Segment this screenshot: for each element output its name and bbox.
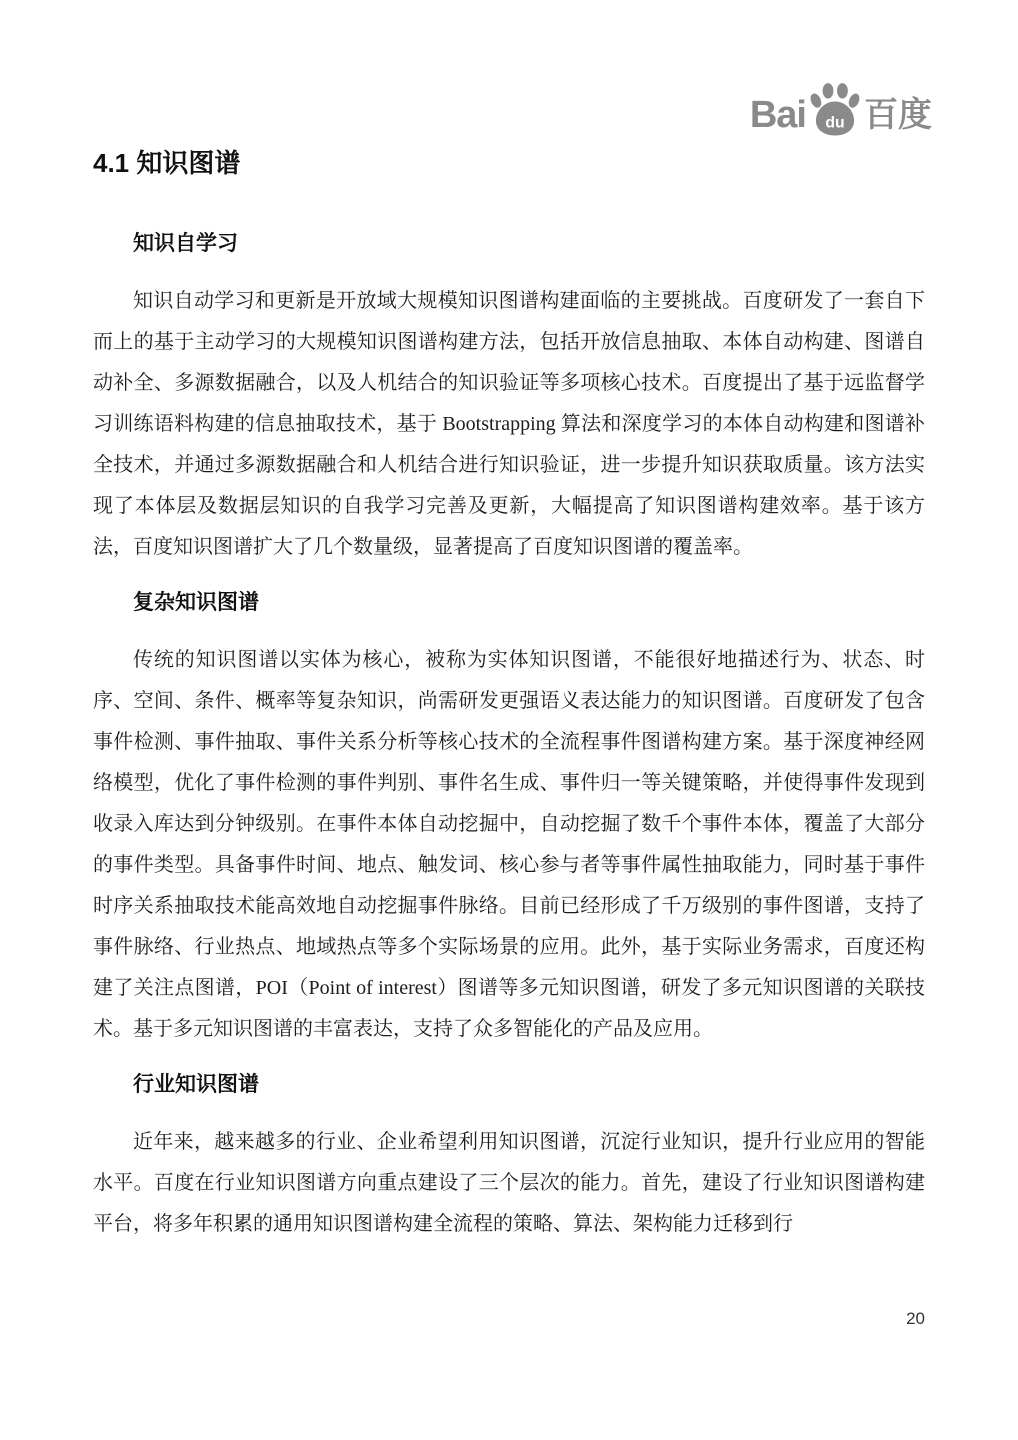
page-number: 20: [906, 1309, 925, 1328]
page-title: 4.1 知识图谱: [93, 148, 241, 178]
baidu-paw-icon: [807, 82, 863, 136]
baidu-logo-text-bai: Bai: [749, 94, 806, 136]
paragraph-industry-knowledge-graph: 近年来，越来越多的行业、企业希望利用知识图谱，沉淀行业知识，提升行业应用的智能水平。百度在行业知识图谱方向重点建设了三个层次的能力。首先，建设了行业知识图谱构建平台，将多年积累的通用知识图谱构建全流程的策略、算法、架构能力迁移到行: [93, 1131, 925, 1235]
section-complex-knowledge-graph: [93, 589, 925, 1050]
section-knowledge-self-learning: [93, 230, 925, 568]
paragraph-complex-knowledge-graph: 传统的知识图谱以实体为核心，被称为实体知识图谱，不能很好地描述行为、状态、时序、空间、条件、概率等复杂知识，尚需研发更强语义表达能力的知识图谱。百度研发了包含事件检测、事件抽取、事件关系分析等核心技术的全流程事件图谱构建方案。基于深度神经网络模型，优化了事件检测的事件判别、事件名生成、事件归一等关键策略，并使得事件发现到收录入库达到分钟级别。在事件本体自动挖掘中，自动挖掘了数千个事件本体，覆盖了大部分的事件类型。具备事件时间、地点、触发词、核心参与者等事件属性抽取能力，同时基于事件时序关系抽取技术能高效地自动挖掘事件脉络。目前已经形成了千万级别的事件图谱，支持了事件脉络、行业热点、地域热点等多个实际场景的应用。此外，基于实际业务需求，百度还构建了关注点图谱，POI（Point of interest）图谱等多元知识图谱，研发了多元知识图谱的关联技术。基于多元知识图谱的丰富表达，支持了众多智能化的产品及应用。: [93, 649, 925, 1040]
paragraph-knowledge-self-learning: 知识自动学习和更新是开放域大规模知识图谱构建面临的主要挑战。百度研发了一套自下而上的基于主动学习的大规模知识图谱构建方法，包括开放信息抽取、本体自动构建、图谱自动补全、多源数据融合，以及人机结合的知识验证等多项核心技术。百度提出了基于远监督学习训练语料构建的信息抽取技术，基于 Bootstrapping 算法和深度学习的本体自动构建和图谱补全技术，并通过多源数据融合和人机结合进行知识验证，进一步提升知识获取质量。该方法实现了本体层及数据层知识的自我学习完善及更新，大幅提高了知识图谱构建效率。基于该方法，百度知识图谱扩大了几个数量级，显著提高了百度知识图谱的覆盖率。: [93, 290, 925, 558]
baidu-logo: [750, 82, 932, 134]
section-heading-complex-knowledge-graph: 复杂知识图谱: [133, 590, 259, 614]
section-industry-knowledge-graph: [93, 1071, 925, 1245]
baidu-logo-text-cn: 百度: [864, 96, 932, 135]
document-content: [93, 146, 925, 1245]
baidu-logo-text-du: du: [825, 114, 845, 132]
section-heading-knowledge-self-learning: 知识自学习: [133, 231, 238, 255]
section-heading-industry-knowledge-graph: 行业知识图谱: [133, 1072, 259, 1096]
